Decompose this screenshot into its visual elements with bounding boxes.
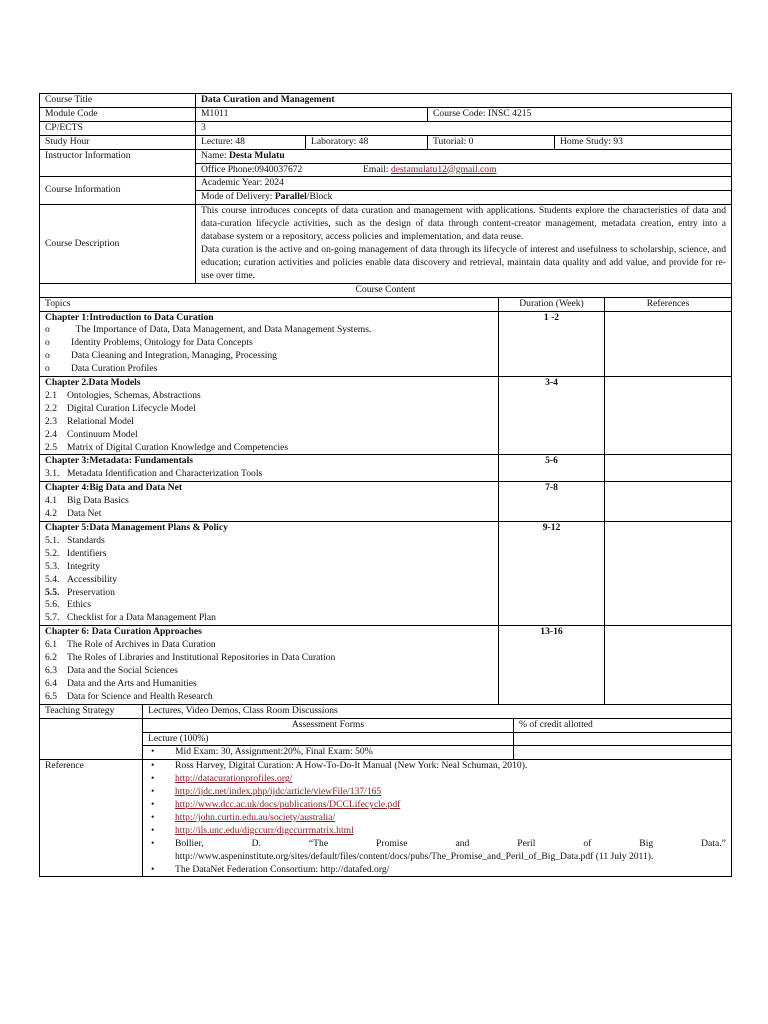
reference-link-4[interactable]: http://john.curtin.edu.au/society/australia/ <box>175 811 336 823</box>
reference-link-3[interactable]: http://www.dcc.ac.uk/docs/publications/DCCLifecycle.pdf <box>175 799 401 811</box>
topic-marker: 6.5 <box>45 690 57 702</box>
topic-marker: 3.1. <box>45 468 60 480</box>
chapter-references <box>605 455 732 482</box>
topic-text: Data Cleaning and Integration, Managing, Processing <box>71 350 277 362</box>
topic-text: Data Net <box>67 508 102 520</box>
chapter-duration: 1 -2 <box>499 311 605 377</box>
bullet-icon: • <box>151 811 155 823</box>
course-information-label: Course Information <box>40 177 196 205</box>
teaching-strategy-value: Lectures, Video Demos, Class Room Discussions <box>143 704 732 718</box>
lecture-weight: Lecture (100%) <box>143 732 514 746</box>
topic-item <box>45 665 493 678</box>
chapter-title: Chapter 5:Data Management Plans & Policy <box>45 522 228 533</box>
topic-text: Data for Science and Health Research <box>67 690 213 702</box>
reference-label: Reference <box>40 760 143 877</box>
cp-ects-label: CP/ECTS <box>40 121 196 135</box>
topic-item <box>45 574 493 587</box>
topic-text: Identity Problems, Ontology for Data Concepts <box>71 337 253 349</box>
topic-item <box>45 416 493 429</box>
bullet-icon: • <box>151 824 155 836</box>
topic-marker: 2.2 <box>45 402 57 414</box>
office-phone: Office Phone:0940037672 <box>201 163 303 175</box>
chapter-duration: 7-8 <box>499 482 605 522</box>
chapter-duration: 5-6 <box>499 455 605 482</box>
reference-bollier: Bollier, D. “The Promise and Peril of Big Data.” http://www.aspeninstitute.org/sites/default/files/content/docs/pubs/The_Promise_and_Peril_of_Big_Data.pdf (11 July 2011). <box>175 837 726 862</box>
topic-text: Ethics <box>67 599 91 611</box>
chapter-references <box>605 311 732 377</box>
topic-marker: o <box>45 337 50 349</box>
topic-marker: 2.3 <box>45 415 57 427</box>
topic-item <box>45 442 493 455</box>
mode-of-delivery: Mode of Delivery: Parallel/Block <box>196 191 732 205</box>
chapter-title: Chapter 6: Data Curation Approaches <box>45 626 202 638</box>
topic-marker: 2.1 <box>45 389 57 401</box>
bullet-icon: • <box>151 773 155 785</box>
topic-text: Data and the Social Sciences <box>67 664 178 676</box>
chapter-list <box>40 311 732 704</box>
tutorial-hours: Tutorial: 0 <box>428 135 555 149</box>
instructor-contact <box>196 163 732 177</box>
course-title-label: Course Title <box>40 94 196 108</box>
chapter-duration: 3-4 <box>499 377 605 455</box>
topic-item <box>45 587 493 600</box>
topic-text: Data and the Arts and Humanities <box>67 677 197 689</box>
home-study-hours: Home Study: 93 <box>555 135 732 149</box>
topic-item <box>45 691 493 704</box>
topic-marker: o <box>45 363 50 375</box>
chapter-title: Chapter 1:Introduction to Data Curation <box>45 311 214 323</box>
chapter-topics <box>40 377 499 455</box>
chapter-topics <box>40 311 499 377</box>
topic-marker: o <box>45 350 50 362</box>
topic-item <box>45 535 493 548</box>
course-content-heading: Course Content <box>40 283 732 297</box>
reference-1: Ross Harvey, Digital Curation: A How-To-Do-It Manual (New York: Neal Schuman, 2010). <box>175 760 528 772</box>
topic-item <box>45 548 493 561</box>
course-description <box>196 205 732 283</box>
topic-text: Checklist for a Data Management Plan <box>67 612 216 624</box>
chapter-row <box>40 482 732 522</box>
chapter-references <box>605 482 732 522</box>
chapter-title: Chapter 2.Data Models <box>45 377 141 389</box>
topic-marker: 4.1 <box>45 495 57 507</box>
topic-marker: 5.1. <box>45 534 60 546</box>
topic-text: Data Curation Profiles <box>71 363 158 375</box>
cp-ects-value: 3 <box>196 121 732 135</box>
topic-text: Preservation <box>67 586 115 598</box>
topic-marker: o <box>45 324 50 336</box>
course-title: Data Curation and Management <box>196 94 732 108</box>
topic-text: Metadata Identification and Characterization Tools <box>67 468 263 480</box>
topic-item <box>45 495 493 508</box>
laboratory-hours: Laboratory: 48 <box>306 135 428 149</box>
topic-marker: 5.6. <box>45 599 60 611</box>
chapter-duration: 13-16 <box>499 626 605 704</box>
topic-marker: 5.4. <box>45 573 60 585</box>
topic-item <box>45 561 493 574</box>
topic-text: Identifiers <box>67 547 107 559</box>
academic-year: Academic Year: 2024 <box>196 177 732 191</box>
topic-text: Standards <box>67 534 105 546</box>
assessment-forms-header: Assessment Forms <box>143 718 514 732</box>
topic-item <box>45 678 493 691</box>
topic-item <box>45 337 493 350</box>
topic-text: Big Data Basics <box>67 495 129 507</box>
topic-text: Accessibility <box>67 573 118 585</box>
topic-marker: 6.4 <box>45 677 57 689</box>
chapter-references <box>605 626 732 704</box>
chapter-references <box>605 377 732 455</box>
chapter-topics <box>40 626 499 704</box>
course-syllabus <box>39 93 731 877</box>
topic-text: Ontologies, Schemas, Abstractions <box>67 389 201 401</box>
course-code: Course Code: INSC 4215 <box>428 107 732 121</box>
chapter-row <box>40 377 732 455</box>
topic-text: Matrix of Digital Curation Knowledge and Competencies <box>67 441 289 453</box>
reference-link-5[interactable]: http://ils.unc.edu/digccurr/digccurrmatrix.html <box>175 824 354 836</box>
chapter-title: Chapter 4:Big Data and Data Net <box>45 482 183 494</box>
topic-marker: 5.5. <box>45 586 60 598</box>
bullet-icon: • <box>151 837 155 849</box>
topic-text: Integrity <box>67 560 101 572</box>
references-header: References <box>605 297 732 311</box>
topic-item <box>45 599 493 612</box>
topic-text: Continuum Model <box>67 428 138 440</box>
topic-marker: 2.4 <box>45 428 57 440</box>
bullet-icon: • <box>151 799 155 811</box>
chapter-row <box>40 311 732 377</box>
reference-link-1[interactable]: http://datacurationprofiles.org/ <box>175 773 293 785</box>
topic-marker: 6.2 <box>45 652 57 664</box>
topic-item <box>45 429 493 442</box>
email-link[interactable]: destamulatu12@gmail.com <box>390 163 497 175</box>
topic-item <box>45 612 493 625</box>
topic-text: Digital Curation Lifecycle Model <box>67 402 196 414</box>
reference-datanet: The DataNet Federation Consortium: http://datafed.org/ <box>175 863 390 875</box>
bullet-icon: • <box>151 760 155 772</box>
topic-item <box>45 508 493 521</box>
bullet-icon: • <box>151 863 155 875</box>
topic-marker: 5.7. <box>45 612 60 624</box>
bullet-icon: • <box>151 746 155 758</box>
topic-text: The Roles of Libraries and Institutional Repositories in Data Curation <box>67 652 336 664</box>
topic-marker: 6.3 <box>45 664 57 676</box>
chapter-row <box>40 522 732 626</box>
topic-item <box>45 390 493 403</box>
lecture-hours: Lecture: 48 <box>196 135 306 149</box>
topic-marker: 2.5 <box>45 441 57 453</box>
course-info-table <box>39 93 732 284</box>
description-paragraph-2: Data curation is the active and on-going management of data through its lifecycle of interest and usefulness to scholarship, science, and education; curation activities and policies enable data discovery and retrieval, maintain data quality and add value, and provide for re-use over time. <box>201 243 727 281</box>
chapter-row <box>40 455 732 482</box>
study-hour-label: Study Hour <box>40 135 196 149</box>
description-paragraph-1: This course introduces concepts of data curation and management with applications. Students explore the characteristics of data and data-curation lifecycle activities, such as the design of data through content-creator management, metadata creation, entry into a database system or a repository, access policies and implementation, and data reuse. <box>201 205 727 243</box>
topic-item <box>45 324 493 337</box>
topic-text: Relational Model <box>67 415 134 427</box>
topic-item <box>45 350 493 363</box>
topic-marker: 5.2. <box>45 547 60 559</box>
reference-list <box>143 760 732 877</box>
course-description-label: Course Description <box>40 205 196 283</box>
duration-header: Duration (Week) <box>499 297 605 311</box>
reference-link-2[interactable]: http://ijdc.net/index.php/ijdc/article/viewFile/137/165 <box>175 786 382 798</box>
chapter-references <box>605 522 732 626</box>
topic-item <box>45 468 493 481</box>
exam-breakdown: • Mid Exam: 30, Assignment:20%, Final Exam: 50% <box>143 746 514 760</box>
topic-text: The Importance of Data, Data Management, and Data Management Systems. <box>71 324 372 336</box>
topic-item <box>45 403 493 416</box>
chapter-topics <box>40 522 499 626</box>
bullet-icon: • <box>151 786 155 798</box>
topic-item <box>45 363 493 376</box>
teaching-strategy-label: Teaching Strategy <box>40 704 143 718</box>
topics-header: Topics <box>40 297 499 311</box>
module-code: M1011 <box>196 107 428 121</box>
chapter-title: Chapter 3:Metadata: Fundamentals <box>45 455 193 467</box>
topic-marker: 4.2 <box>45 508 57 520</box>
email-label: Email: <box>363 163 389 175</box>
instructor-name: Name: Desta Mulatu <box>196 149 732 163</box>
chapter-row <box>40 626 732 704</box>
instructor-info-label: Instructor Information <box>40 149 196 177</box>
chapter-topics <box>40 455 499 482</box>
chapter-topics <box>40 482 499 522</box>
topic-item <box>45 639 493 652</box>
assessment-blank <box>40 718 143 760</box>
topic-marker: 6.1 <box>45 639 57 651</box>
topic-marker: 5.3. <box>45 560 60 572</box>
course-content-table <box>39 283 732 705</box>
topic-item <box>45 652 493 665</box>
instructor-name-value: Desta Mulatu <box>228 149 285 161</box>
topic-text: The Role of Archives in Data Curation <box>67 639 216 651</box>
credit-header: % of credit allotted <box>514 718 732 732</box>
module-code-label: Module Code <box>40 107 196 121</box>
chapter-duration: 9-12 <box>499 522 605 626</box>
teaching-table <box>39 704 732 878</box>
